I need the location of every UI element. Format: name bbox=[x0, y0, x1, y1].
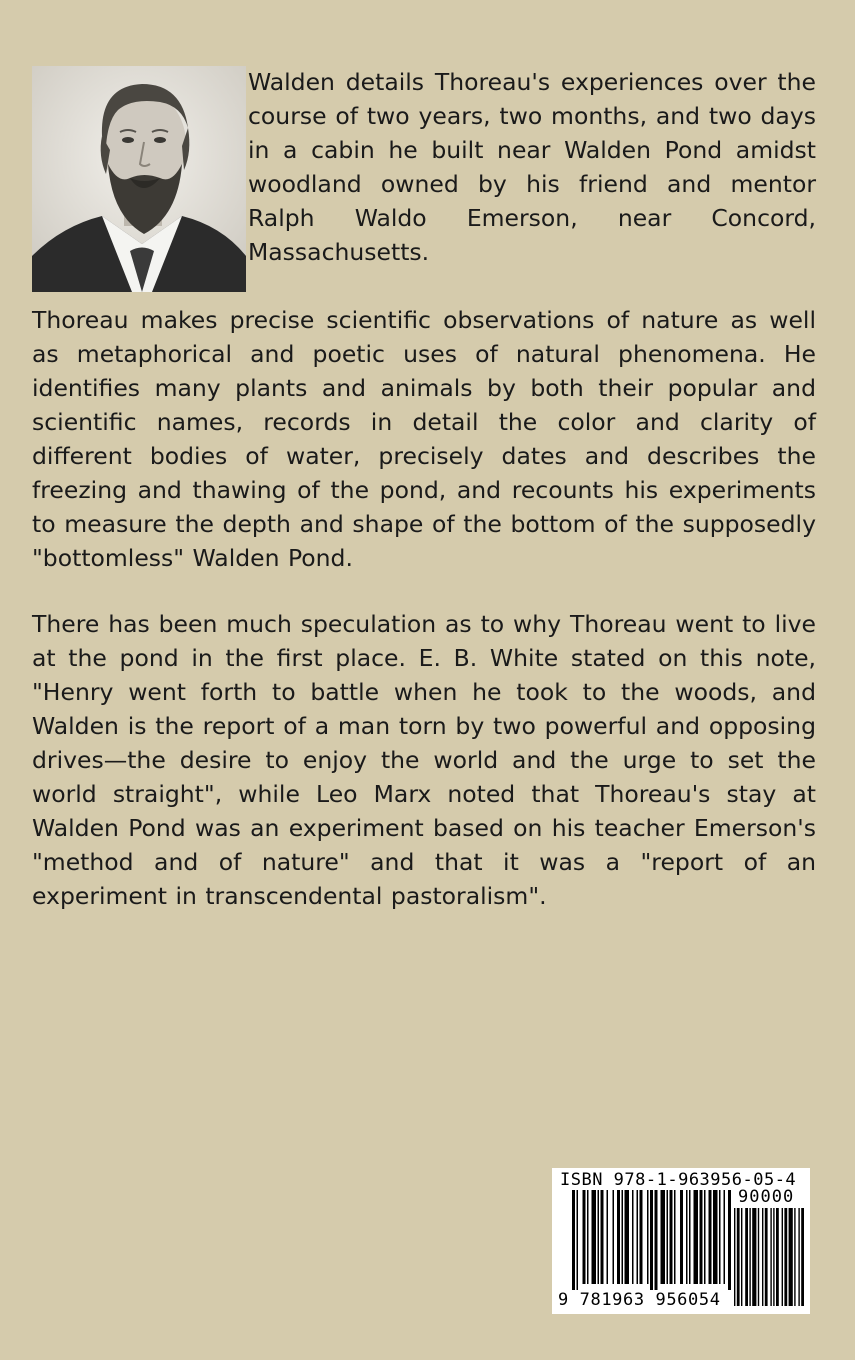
barcode-addon-bar bbox=[752, 1208, 756, 1306]
barcode-bar bbox=[592, 1190, 597, 1284]
barcode-bar bbox=[650, 1190, 653, 1290]
barcode-bar bbox=[607, 1190, 609, 1284]
barcode-addon-bar bbox=[758, 1208, 759, 1306]
barcode-bar bbox=[667, 1190, 669, 1284]
barcode-bar bbox=[655, 1190, 658, 1290]
barcode-addon-bar bbox=[789, 1208, 793, 1306]
barcode-addon-bar bbox=[765, 1208, 768, 1306]
barcode-bar bbox=[647, 1190, 649, 1284]
portrait-illustration bbox=[32, 66, 246, 292]
barcode-bar bbox=[622, 1190, 624, 1284]
barcode-addon-bar bbox=[801, 1208, 804, 1306]
barcode-bar bbox=[617, 1190, 620, 1284]
barcode-bar bbox=[719, 1190, 721, 1284]
barcode-bar bbox=[674, 1190, 676, 1284]
barcode-bar bbox=[640, 1190, 643, 1284]
barcode-bar bbox=[583, 1190, 586, 1284]
barcode-addon-bar bbox=[737, 1208, 740, 1306]
barcode-bar bbox=[728, 1190, 731, 1290]
barcode-bar bbox=[598, 1190, 600, 1284]
author-portrait bbox=[32, 66, 246, 292]
barcode-bar bbox=[724, 1190, 726, 1284]
barcode-bar bbox=[680, 1190, 683, 1284]
barcode-addon-bar bbox=[794, 1208, 795, 1306]
barcode-bar bbox=[694, 1190, 699, 1284]
barcode-addon-bar bbox=[798, 1208, 799, 1306]
barcode-bar bbox=[704, 1190, 706, 1284]
barcode-addon-price: 90000 bbox=[738, 1187, 795, 1207]
barcode-addon-bar bbox=[745, 1208, 748, 1306]
isbn-label: ISBN 978-1-963956-05-4 bbox=[560, 1170, 797, 1190]
barcode-bar bbox=[613, 1190, 615, 1284]
barcode-addon-bar bbox=[782, 1208, 783, 1306]
barcode-addon-bar bbox=[734, 1208, 735, 1306]
barcode-bar bbox=[625, 1190, 630, 1284]
barcode-addon-bar bbox=[776, 1208, 779, 1306]
barcode-bar bbox=[670, 1190, 673, 1284]
barcode-bar bbox=[601, 1190, 604, 1284]
barcode-addon-bar bbox=[773, 1208, 774, 1306]
isbn-barcode bbox=[552, 1168, 810, 1314]
barcode-bar bbox=[686, 1190, 688, 1284]
barcode-bar bbox=[572, 1190, 575, 1290]
barcode-bar bbox=[577, 1190, 579, 1290]
barcode-bar bbox=[713, 1190, 718, 1284]
barcode-addon-bar bbox=[741, 1208, 742, 1306]
barcode-addon-bar bbox=[770, 1208, 771, 1306]
description-paragraph-2: Thoreau makes precise scientific observations of nature as well as metaphorical and poetic uses of natural phenomena. He identifies many plants and animals by both their popular and scientific names, records in detail the color and clarity of different bodies of water, precisely dates and describes the freezing and thawing of the pond, and recounts his experiments to measure the depth and shape of the bottom of the supposedly "bottomless" Walden Pond. bbox=[32, 306, 816, 572]
barcode-addon-bar bbox=[784, 1208, 787, 1306]
ean-digits: 9 781963 956054 bbox=[558, 1290, 721, 1310]
barcode-bar bbox=[709, 1190, 712, 1284]
barcode-bar bbox=[632, 1190, 634, 1284]
description-paragraph-1: Walden details Thoreau's experiences over the course of two years, two months, and two days in a cabin he built near Walden Pond amidst woodland owned by his friend and mentor Ralph Waldo Emerson, near Concord, Massachusetts. bbox=[248, 68, 816, 266]
barcode-bar bbox=[689, 1190, 691, 1284]
barcode-addon-bar bbox=[762, 1208, 763, 1306]
barcode-addon-bar bbox=[749, 1208, 750, 1306]
barcode-bar bbox=[700, 1190, 703, 1284]
barcode-bar bbox=[587, 1190, 589, 1284]
barcode-bar bbox=[637, 1190, 639, 1284]
barcode-bar bbox=[661, 1190, 666, 1284]
description-paragraph-3: There has been much speculation as to why Thoreau went to live at the pond in the first place. E. B. White stated on this note, "Henry went forth to battle when he took to the woods, and Walden is the report of a man torn by two powerful and opposing drives—the desire to enjoy the world and the urge to set the world straight", while Leo Marx noted that Thoreau's stay at Walden Pond was an experiment based on his teacher Emerson's "method and of nature" and that it was a "report of an experiment in transcendental pastoralism". bbox=[32, 610, 816, 910]
